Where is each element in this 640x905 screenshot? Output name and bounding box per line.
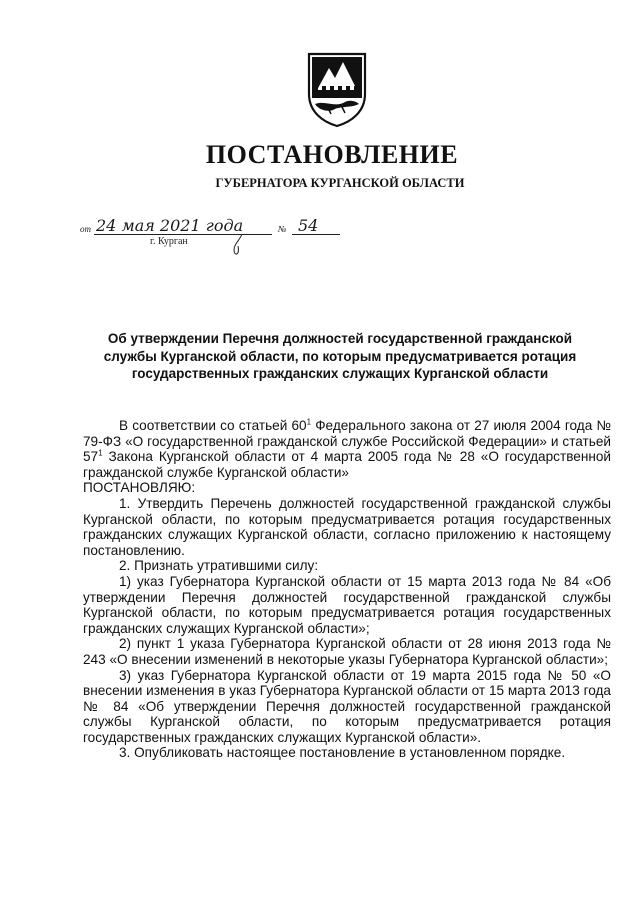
decree-word: ПОСТАНОВЛЯЮ: [83, 480, 196, 496]
decree-title [90, 330, 590, 383]
title-line: Об утверждении Перечня должностей государственной гражданской [107, 331, 573, 346]
paragraph-item-2-1: 1) указ Губернатора Курганской области от 15 марта 2013 года № 84 «Об утверждении Перечня должностей государственной гражданской службы Курганской области, по которым предусматривается ротация государственных гражданских служащих Курганской области»; [83, 573, 611, 636]
paragraph-item-2-3: 3) указ Губернатора Курганской области от 19 марта 2015 года № 50 «О внесении изменения в указ Губернатора Курганской области от 15 марта 2013 года № 84 «Об утверждении Перечня должностей государственной гражданской службы Курганской области, по которым предусматривается ротация государственных гражданских служащих Курганской области». [83, 667, 611, 745]
paragraph-item-2: 2. Признать утратившими силу: [119, 558, 319, 574]
document-type-heading: ПОСТАНОВЛЕНИЕ [205, 140, 459, 169]
date-prefix-label: от [80, 224, 91, 234]
preamble-text: В соответствии со статьей 60 [119, 418, 307, 433]
title-line: службы Курганской области, по которым предусматривается ротация [103, 348, 577, 364]
pen-stroke-mark [228, 232, 248, 258]
number-prefix-label: № [278, 224, 287, 234]
paragraph-item-2-2: 2) пункт 1 указа Губернатора Курганской области от 28 июня 2013 года № 243 «О внесении изменений в некоторые указы Губернатора Курганской области»; [83, 636, 611, 667]
article-superscript: 1 [306, 417, 312, 427]
title-line: государственных гражданских служащих Курганской области [131, 366, 549, 381]
handwritten-date: 24 мая 2021 года [96, 216, 244, 235]
preamble-text: Федерального закона от 27 июля 2004 года № 79-ФЗ «О государственной гражданской службе Российской Федерации» и статьей 57 [83, 418, 611, 465]
coat-of-arms-emblem [305, 50, 369, 128]
city-label: г. Курган [150, 236, 188, 247]
handwritten-number: 54 [298, 216, 319, 235]
number-underline [292, 234, 340, 235]
preamble-text: Закона Курганской области от 4 марта 2005 года № 28 «О государственной гражданской службе Курганской области» [83, 449, 611, 480]
paragraph-item-1: 1. Утвердить Перечень должностей государственной гражданской службы Курганской области, по которым предусматривается ротация государственных гражданских служащих Курганской области, согласно приложению к настоящему постановлению. [83, 495, 611, 558]
article-superscript: 1 [98, 448, 103, 458]
paragraph-item-3: 3. Опубликовать настоящее постановление в установленном порядке. [119, 745, 566, 761]
date-number-line [80, 218, 360, 258]
issuer-heading: ГУБЕРНАТОРА КУРГАНСКОЙ ОБЛАСТИ [215, 176, 465, 190]
decree-body [83, 418, 611, 761]
preamble-paragraph [83, 418, 611, 480]
